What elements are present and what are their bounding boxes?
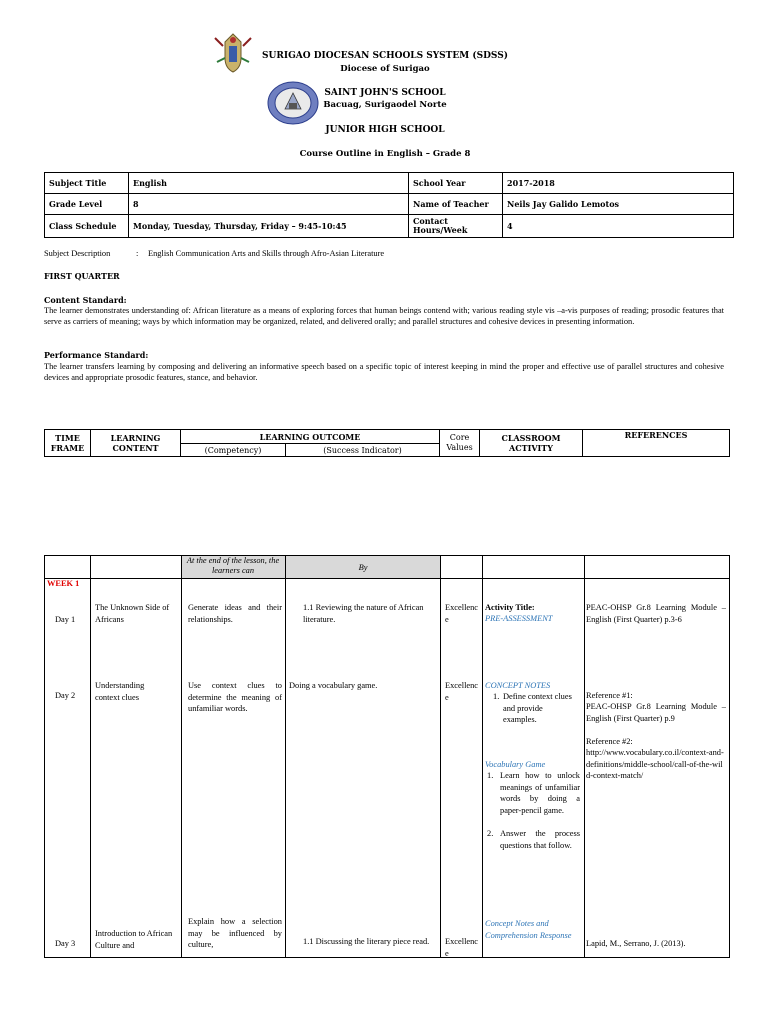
grade-label: Grade Level — [45, 194, 129, 215]
day-2-ref1-label: Reference #1: — [586, 691, 633, 700]
schedule-label: Class Schedule — [45, 215, 129, 238]
day-2-concept-title: CONCEPT NOTES — [485, 681, 551, 690]
day-1-content: The Unknown Side of Africans — [95, 603, 170, 624]
col-success-indicator: (Success Indicator) — [286, 444, 440, 457]
col-time-frame: TIME FRAME — [45, 430, 91, 457]
day-1-reference: PEAC-OHSP Gr.8 Learning Module – English (First Quarter) p.3-6 — [586, 603, 726, 624]
outline-header-table — [44, 429, 730, 457]
performance-standard-label: Performance Standard: — [44, 350, 149, 360]
day-1-activity-label: Activity Title: — [485, 603, 535, 612]
day-2-concept-item-text: Define context clues and provide examples. — [503, 692, 572, 724]
subject-value: English — [129, 173, 409, 194]
col-learning-outcome: LEARNING OUTCOME — [181, 430, 440, 444]
system-title: SURIGAO DIOCESAN SCHOOLS SYSTEM (SDSS) — [262, 51, 508, 61]
day-2-game-item-1-text: Learn how to unlock meanings of unfamiliar words by doing a paper-pencil game. — [500, 771, 580, 815]
grade-value: 8 — [129, 194, 409, 215]
day-1-indicator: 1.1 Reviewing the nature of African literature. — [303, 603, 424, 624]
col-classroom-activity: CLASSROOM ACTIVITY — [480, 430, 583, 457]
description-text: English Communication Arts and Skills through Afro-Asian Literature — [148, 249, 385, 258]
day-3-indicator: 1.1 Discussing the literary piece read. — [303, 937, 430, 946]
school-address: Bacuag, Surigaodel Norte — [323, 100, 447, 110]
description-label: Subject Description — [44, 249, 111, 258]
col-core-values: Core Values — [440, 430, 480, 457]
day-3-activity: Concept Notes and Comprehension Response — [485, 919, 572, 940]
day-1-values: Excellence — [445, 603, 479, 624]
day-2-ref2-label: Reference #2: — [586, 737, 633, 746]
list-number: 2. — [487, 829, 494, 838]
schedule-value: Monday, Tuesday, Thursday, Friday – 9:45-10:45 — [129, 215, 409, 238]
course-title: Course Outline in English – Grade 8 — [299, 149, 471, 159]
col-learning-content: LEARNING CONTENT — [91, 430, 181, 457]
day-3-competency: Explain how a selection may be influenced by culture, — [188, 917, 282, 949]
col-competency: (Competency) — [181, 444, 286, 457]
day-2-game-item-2-text: Answer the process questions that follow. — [500, 829, 580, 850]
day-3-label: Day 3 — [55, 939, 76, 948]
day-1-activity-title: PRE-ASSESSMENT — [485, 614, 553, 623]
subject-label: Subject Title — [45, 173, 129, 194]
performance-standard-text: The learner transfers learning by composing and delivering an informative speech based on a specific topic of interest keeping in mind the proper and effective use of parallel structures and cohesive devices and appropriate prosodic features, stance, and behavior. — [44, 362, 724, 382]
day-2-indicator: Doing a vocabulary game. — [289, 681, 378, 690]
teacher-value: Neils Jay Galido Lemotos — [503, 194, 734, 215]
day-2-values: Excellence — [445, 681, 479, 702]
day-3-values: Excellence — [445, 937, 479, 958]
hours-value: 4 — [503, 215, 734, 238]
school-year-value: 2017-2018 — [503, 173, 734, 194]
day-2-game-item-1 — [487, 770, 580, 816]
performance-standard-label-text: Performance Standard — [44, 350, 146, 360]
course-outline-table — [44, 555, 730, 958]
day-2-content: Understanding context clues — [95, 681, 145, 702]
day-2-concept-item — [493, 691, 573, 726]
day-2-label: Day 2 — [55, 691, 76, 700]
day-1-label: Day 1 — [55, 615, 76, 624]
day-1-competency: Generate ideas and their relationships. — [188, 603, 282, 624]
day-2-game-item-2 — [487, 828, 580, 851]
day-2-ref2: http://www.vocabulary.co.il/context-and-definitions/middle-school/call-of-the-wild-context-match/ — [586, 748, 724, 780]
day-2-competency: Use context clues to determine the meaning of unfamiliar words. — [188, 681, 282, 713]
diocese-name: Diocese of Surigao — [340, 64, 430, 74]
day-2-game-title: Vocabulary Game — [485, 760, 546, 769]
list-number: 1. — [493, 692, 500, 701]
list-number: 1. — [487, 771, 494, 780]
head-by: By — [358, 563, 368, 572]
day-3-content: Introduction to African Culture and — [95, 929, 173, 950]
school-level: JUNIOR HIGH SCHOOL — [325, 125, 445, 135]
day-3-reference: Lapid, M., Serrano, J. (2013). — [586, 939, 686, 948]
course-info-table — [44, 172, 734, 238]
content-standard-label-text: Content Standard — [44, 295, 124, 305]
head-competency: At the end of the lesson, the learners can — [186, 556, 280, 575]
hours-label: Contact Hours/Week — [409, 215, 503, 238]
week-label: WEEK 1 — [47, 579, 80, 588]
teacher-label: Name of Teacher — [409, 194, 503, 215]
day-2-ref1: PEAC-OHSP Gr.8 Learning Module – English (First Quarter) p.9 — [586, 702, 726, 723]
content-standard-label: Content Standard: — [44, 295, 127, 305]
col-references: REFERENCES — [583, 430, 730, 457]
school-year-label: School Year — [409, 173, 503, 194]
school-name: SAINT JOHN'S SCHOOL — [324, 88, 446, 98]
content-standard-text: The learner demonstrates understanding of: African literature as a means of exploring forces that human beings contend with; various reading style vis –a-vis purposes of reading; prosodic features that serve as carriers of meaning; ways by which information may be organized, related, and delivered orally; and parallel structures and cohesive devices in presenting information. — [44, 306, 724, 326]
description-separator: : — [136, 249, 139, 258]
quarter-heading: FIRST QUARTER — [44, 271, 120, 281]
